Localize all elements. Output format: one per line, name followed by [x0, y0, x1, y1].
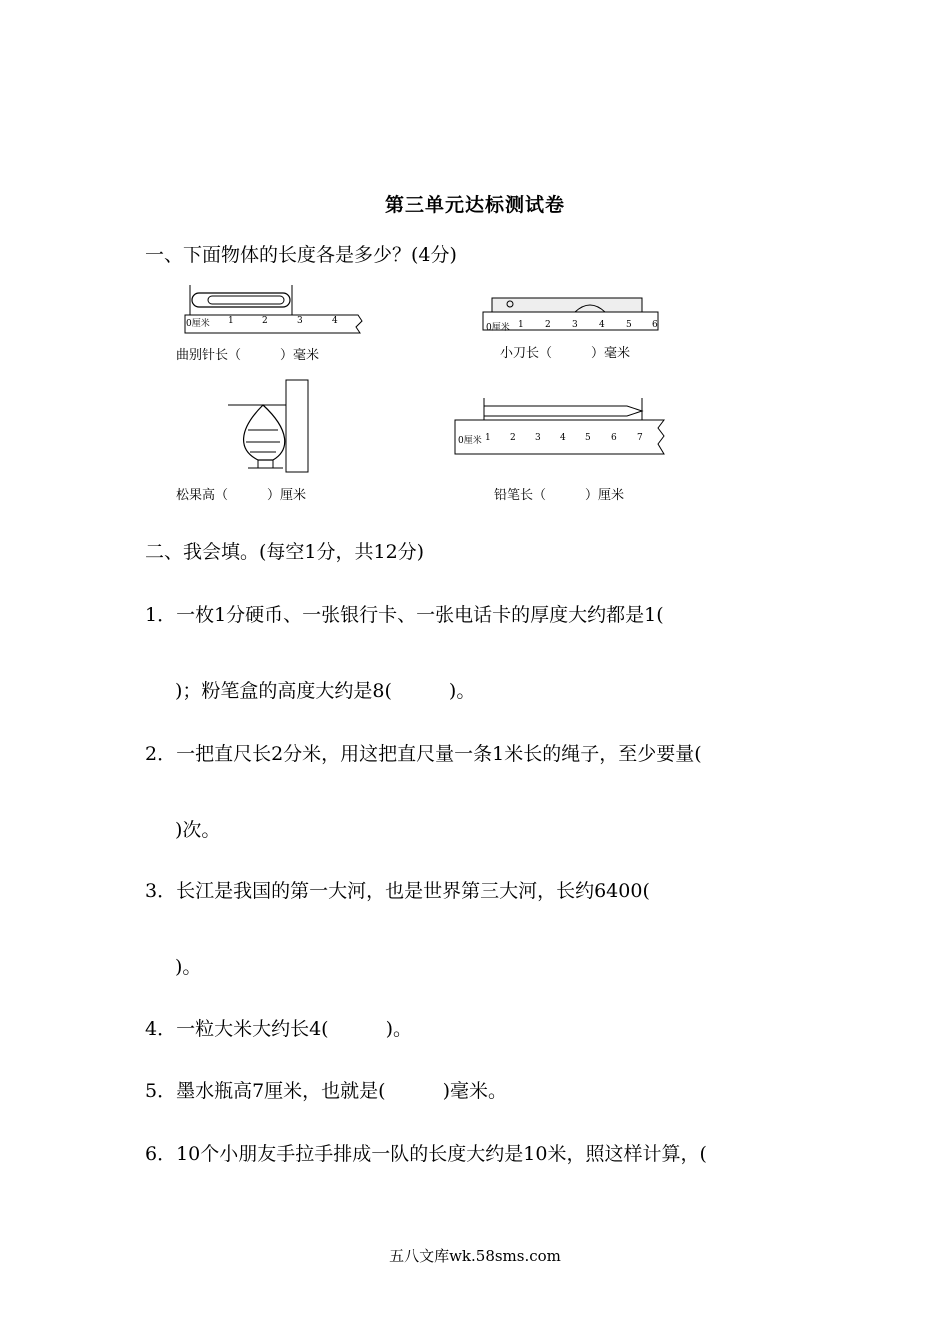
section1-heading: 一、下面物体的长度各是多少？(4分) [145, 244, 457, 266]
question-6-line1: 6．10个小朋友手拉手排成一队的长度大约是10米，照这样计算，( [145, 1143, 707, 1165]
footer-source: 五八文库wk.58sms.com [389, 1247, 561, 1265]
pencil-ruler-figure [452, 398, 672, 456]
question-2-line2: )次。 [175, 819, 221, 841]
ruler4-tick: 7 [637, 433, 643, 443]
ruler2-tick: 4 [599, 320, 605, 330]
pinecone-ruler-figure [228, 380, 338, 480]
ruler1-tick: 1 [228, 316, 234, 326]
ruler4-tick: 3 [535, 433, 541, 443]
ruler2-tick: 2 [545, 320, 551, 330]
section2-heading: 二、我会填。(每空1分，共12分) [145, 541, 425, 563]
question-1-line1: 1．一枚1分硬币、一张银行卡、一张电话卡的厚度大约都是1( [145, 604, 664, 626]
paperclip-caption: 曲别针长（ ）毫米 [176, 348, 320, 363]
ruler2-tick: 6 [652, 320, 658, 330]
ruler1-tick: 3 [297, 316, 303, 326]
ruler4-tick: 2 [510, 433, 516, 443]
ruler4-tick: 4 [560, 433, 566, 443]
question-4: 4．一粒大米大约长4( )。 [145, 1018, 413, 1040]
question-1-line2: )；粉笔盒的高度大约是8( )。 [175, 680, 476, 702]
ruler4-unit: 0厘米 [458, 436, 482, 446]
ruler2-tick: 3 [572, 320, 578, 330]
ruler1-tick: 2 [262, 316, 268, 326]
question-2-line1: 2．一把直尺长2分米，用这把直尺量一条1米长的绳子，至少要量( [145, 743, 702, 765]
ruler2-tick: 1 [518, 320, 524, 330]
ruler2-tick: 5 [626, 320, 632, 330]
question-5: 5．墨水瓶高7厘米，也就是( )毫米。 [145, 1080, 508, 1102]
ruler4-tick: 6 [611, 433, 617, 443]
question-3-line1: 3．长江是我国的第一大河，也是世界第三大河，长约6400( [145, 880, 650, 902]
ruler4-tick: 5 [585, 433, 591, 443]
ruler1-tick: 4 [332, 316, 338, 326]
question-3-line2: )。 [175, 956, 202, 978]
ruler4-tick: 1 [485, 433, 491, 443]
pinecone-caption: 松果高（ ）厘米 [176, 488, 307, 503]
knife-caption: 小刀长（ ）毫米 [500, 346, 631, 361]
pencil-caption: 铅笔长（ ）厘米 [494, 488, 625, 503]
ruler2-unit: 0厘米 [486, 323, 510, 333]
page-title: 第三单元达标测试卷 [384, 194, 565, 216]
ruler1-unit: 0厘米 [186, 319, 210, 329]
